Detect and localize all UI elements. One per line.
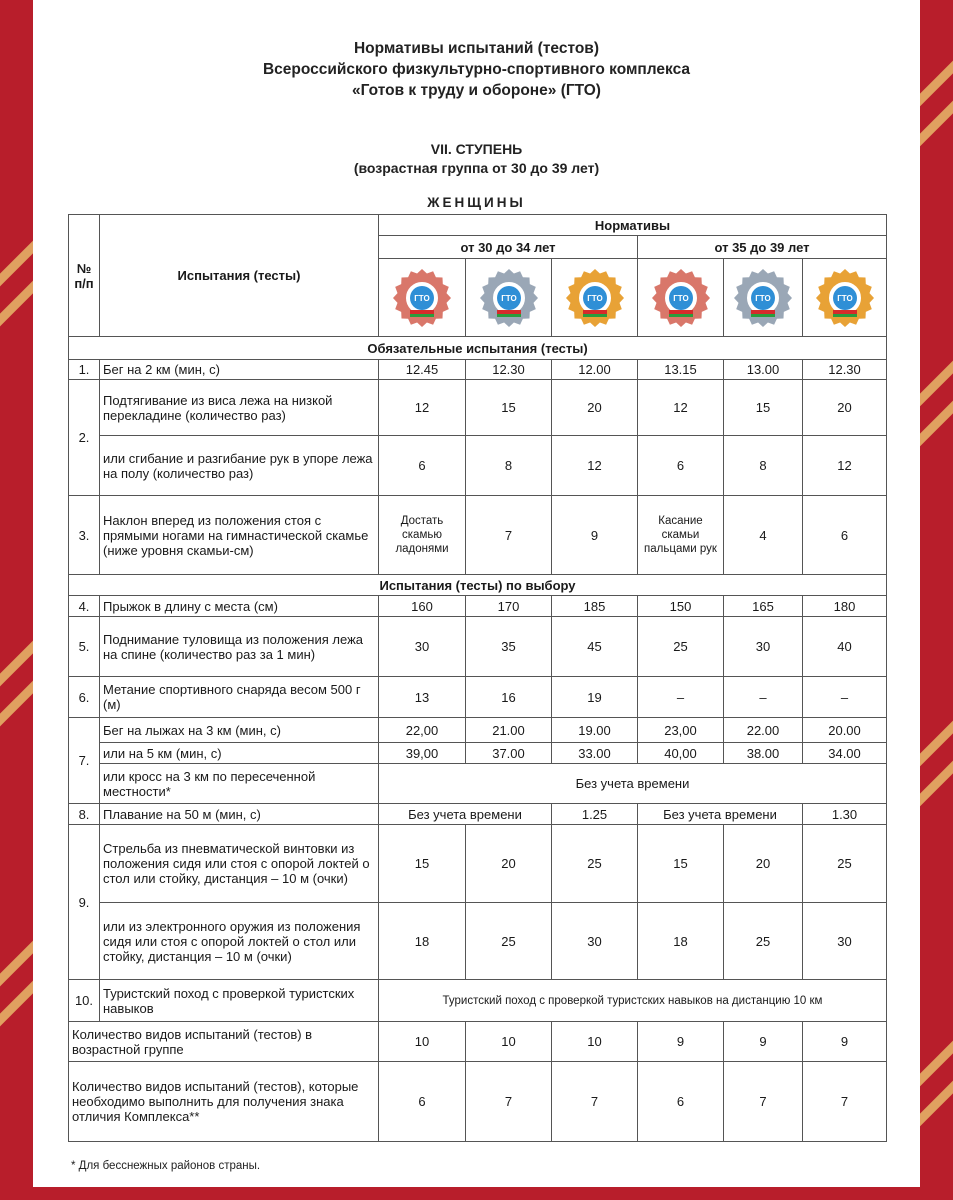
test-name: Подтягивание из виса лежа на низкой перекладине (количество раз) — [100, 380, 379, 436]
footnote: * Для бесснежных районов страны. — [71, 1160, 261, 1172]
norm-value: 22.00 — [724, 718, 803, 743]
norm-value: 7 — [466, 1062, 552, 1142]
merged-value: Без учета времени — [638, 804, 803, 825]
table-row — [69, 980, 887, 1022]
merged-value: Без учета времени — [379, 804, 552, 825]
row-number: 9. — [69, 825, 100, 980]
norm-value: 9 — [552, 496, 638, 575]
header-group-30-34: от 30 до 34 лет — [379, 236, 638, 259]
norm-value: 12.30 — [466, 360, 552, 380]
row-number: 5. — [69, 617, 100, 677]
table-row — [69, 596, 887, 617]
gold-badge-icon — [815, 268, 875, 328]
norm-value: 20 — [724, 825, 803, 903]
bronze-badge-icon — [392, 268, 452, 328]
norm-value: 9 — [724, 1022, 803, 1062]
table-row — [69, 617, 887, 677]
norm-value: 6 — [379, 1062, 466, 1142]
norm-value: 20 — [552, 380, 638, 436]
norm-value: 165 — [724, 596, 803, 617]
age-group-label: (возрастная группа от 30 до 39 лет) — [353, 160, 600, 176]
test-name: или сгибание и разгибание рук в упоре лежа на полу (количество раз) — [100, 436, 379, 496]
norm-value: 10 — [466, 1022, 552, 1062]
stage-label: VII. СТУПЕНЬ — [430, 141, 523, 157]
norm-value: 1.25 — [552, 804, 638, 825]
badge-cell — [724, 259, 803, 337]
header-num: № п/п — [69, 215, 100, 337]
row-number: 7. — [69, 718, 100, 804]
badge-label: ГТО — [836, 293, 853, 303]
norm-value: 15 — [724, 380, 803, 436]
title-line-1: Нормативы испытаний (тестов) — [353, 40, 600, 57]
norm-value: – — [724, 677, 803, 718]
row-number: 4. — [69, 596, 100, 617]
norm-value: 22,00 — [379, 718, 466, 743]
bronze-badge-icon — [651, 268, 711, 328]
row-number: 2. — [69, 380, 100, 496]
norm-value: 7 — [466, 496, 552, 575]
table-row — [69, 825, 887, 903]
table-row — [69, 743, 887, 764]
norm-value: 30 — [724, 617, 803, 677]
test-name: Наклон вперед из положения стоя с прямыми ногами на гимнастической скамье (ниже уровня скамьи-см) — [100, 496, 379, 575]
row-number: 10. — [69, 980, 100, 1022]
norm-value: 12.00 — [552, 360, 638, 380]
norm-value: – — [638, 677, 724, 718]
norm-value: 12 — [379, 380, 466, 436]
badge-cell — [638, 259, 724, 337]
norm-value: 23,00 — [638, 718, 724, 743]
norm-value: 13.00 — [724, 360, 803, 380]
table-row — [69, 380, 887, 436]
norm-value: 9 — [803, 1022, 887, 1062]
norm-value: 15 — [379, 825, 466, 903]
test-name: Количество видов испытаний (тестов), которые необходимо выполнить для получения знака отличия Комплекса** — [69, 1062, 379, 1142]
norm-value: 16 — [466, 677, 552, 718]
norm-value: 6 — [638, 1062, 724, 1142]
norm-value: 170 — [466, 596, 552, 617]
norm-value: 25 — [638, 617, 724, 677]
title-line-3: «Готов к труду и обороне» (ГТО) — [352, 82, 601, 99]
table-row — [69, 1022, 887, 1062]
norm-value: 10 — [379, 1022, 466, 1062]
norm-value: 6 — [379, 436, 466, 496]
norm-value: 19.00 — [552, 718, 638, 743]
header-tests: Испытания (тесты) — [100, 215, 379, 337]
norm-value: 37.00 — [466, 743, 552, 764]
norm-value: 25 — [724, 903, 803, 980]
norm-value: 39,00 — [379, 743, 466, 764]
badge-label: ГТО — [755, 293, 771, 303]
norm-value: 12.30 — [803, 360, 887, 380]
badge-cell — [803, 259, 887, 337]
norm-value: 30 — [803, 903, 887, 980]
norm-value: 25 — [466, 903, 552, 980]
silver-badge-icon — [479, 268, 539, 328]
norm-value: 1.30 — [803, 804, 887, 825]
norm-value: 33.00 — [552, 743, 638, 764]
norm-value: 4 — [724, 496, 803, 575]
gold-badge-icon — [565, 268, 625, 328]
norm-value: 185 — [552, 596, 638, 617]
norm-value: 10 — [552, 1022, 638, 1062]
norm-value: 30 — [552, 903, 638, 980]
norm-value: 25 — [552, 825, 638, 903]
table-row — [69, 1062, 887, 1142]
norm-value: 8 — [466, 436, 552, 496]
norm-value: 13 — [379, 677, 466, 718]
norm-value: 13.15 — [638, 360, 724, 380]
merged-value: Туристский поход с проверкой туристских навыков на дистанцию 10 км — [379, 980, 887, 1022]
norm-value: 150 — [638, 596, 724, 617]
norm-value: Касание скамьи пальцами рук — [638, 496, 724, 575]
test-name: Стрельба из пневматической винтовки из положения сидя или стоя с опорой локтей о стол или стойку, дистанция – 10 м (очки) — [100, 825, 379, 903]
norm-value: 40 — [803, 617, 887, 677]
norm-value: Достать скамью ладонями — [379, 496, 466, 575]
stage-heading — [33, 140, 920, 178]
test-name: или на 5 км (мин, с) — [100, 743, 379, 764]
badge-cell — [552, 259, 638, 337]
norm-value: 30 — [379, 617, 466, 677]
norm-value: 38.00 — [724, 743, 803, 764]
norm-value: 35 — [466, 617, 552, 677]
norm-value: 20 — [466, 825, 552, 903]
test-name: Поднимание туловища из положения лежа на спине (количество раз за 1 мин) — [100, 617, 379, 677]
table-row — [69, 764, 887, 804]
norm-value: 6 — [803, 496, 887, 575]
norm-value: 7 — [803, 1062, 887, 1142]
header-norms: Нормативы — [379, 215, 887, 236]
merged-value: Без учета времени — [379, 764, 887, 804]
norm-value: 34.00 — [803, 743, 887, 764]
badge-cell — [379, 259, 466, 337]
document-sheet — [33, 0, 920, 1187]
norm-value: 15 — [638, 825, 724, 903]
norm-value: 19 — [552, 677, 638, 718]
norm-value: – — [803, 677, 887, 718]
document-title — [33, 38, 920, 101]
silver-badge-icon — [733, 268, 793, 328]
badge-label: ГТО — [500, 293, 517, 303]
norm-value: 45 — [552, 617, 638, 677]
norm-value: 18 — [379, 903, 466, 980]
norm-value: 160 — [379, 596, 466, 617]
badge-label: ГТО — [414, 293, 430, 303]
test-name: Плавание на 50 м (мин, с) — [100, 804, 379, 825]
gender-label: ЖЕНЩИНЫ — [427, 195, 526, 210]
row-number: 3. — [69, 496, 100, 575]
norm-value: 12.45 — [379, 360, 466, 380]
test-name: или кросс на 3 км по пересеченной местности* — [100, 764, 379, 804]
row-number: 6. — [69, 677, 100, 718]
norm-value: 18 — [638, 903, 724, 980]
section-optional: Испытания (тесты) по выбору — [69, 575, 887, 596]
test-name: Бег на 2 км (мин, с) — [100, 360, 379, 380]
table-row — [69, 496, 887, 575]
badge-cell — [466, 259, 552, 337]
norm-value: 9 — [638, 1022, 724, 1062]
norm-value: 8 — [724, 436, 803, 496]
norm-value: 20.00 — [803, 718, 887, 743]
table-row — [69, 360, 887, 380]
row-number: 1. — [69, 360, 100, 380]
standards-table — [68, 214, 887, 1142]
table-row — [69, 804, 887, 825]
test-name: Метание спортивного снаряда весом 500 г (м) — [100, 677, 379, 718]
norm-value: 12 — [803, 436, 887, 496]
norm-value: 7 — [724, 1062, 803, 1142]
test-name: Прыжок в длину с места (см) — [100, 596, 379, 617]
table-row — [69, 436, 887, 496]
norm-value: 25 — [803, 825, 887, 903]
test-name: Количество видов испытаний (тестов) в возрастной группе — [69, 1022, 379, 1062]
test-name: Бег на лыжах на 3 км (мин, с) — [100, 718, 379, 743]
test-name: Туристский поход с проверкой туристских навыков — [100, 980, 379, 1022]
section-required: Обязательные испытания (тесты) — [69, 337, 887, 360]
header-group-35-39: от 35 до 39 лет — [638, 236, 887, 259]
norm-value: 40,00 — [638, 743, 724, 764]
title-line-2: Всероссийского физкультурно-спортивного комплекса — [262, 61, 691, 78]
badge-label: ГТО — [672, 293, 689, 303]
test-name: или из электронного оружия из положения сидя или стоя с опорой локтей о стол или стойку, дистанция – 10 м (очки) — [100, 903, 379, 980]
norm-value: 7 — [552, 1062, 638, 1142]
row-number: 8. — [69, 804, 100, 825]
norm-value: 6 — [638, 436, 724, 496]
norm-value: 12 — [638, 380, 724, 436]
norm-value: 21.00 — [466, 718, 552, 743]
norm-value: 15 — [466, 380, 552, 436]
norm-value: 180 — [803, 596, 887, 617]
norm-value: 20 — [803, 380, 887, 436]
badge-label: ГТО — [586, 293, 603, 303]
table-row — [69, 903, 887, 980]
table-row — [69, 677, 887, 718]
table-row — [69, 718, 887, 743]
norm-value: 12 — [552, 436, 638, 496]
